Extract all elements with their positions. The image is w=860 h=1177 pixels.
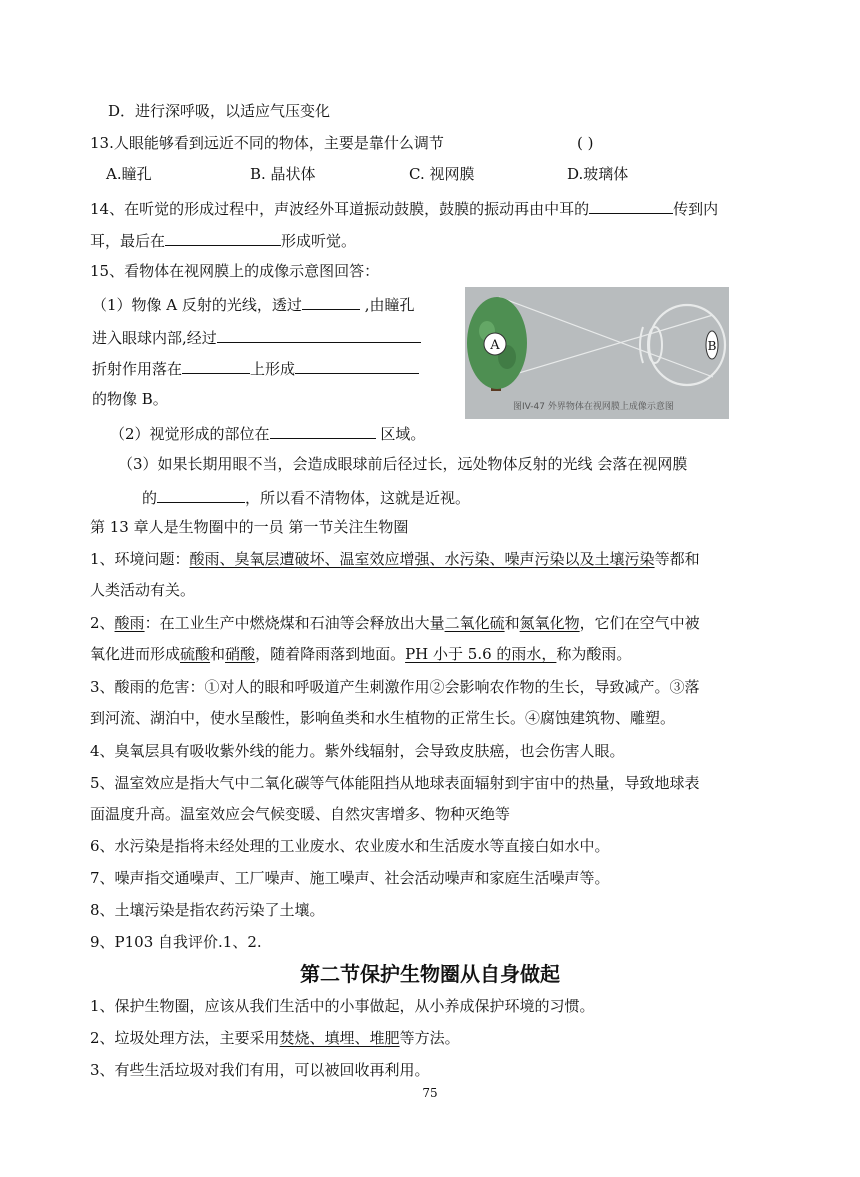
eye-image-diagram	[465, 287, 729, 419]
q15-part3-line2	[142, 486, 470, 508]
s8: 8、土壤污染是指农药污染了土壤。	[90, 901, 325, 919]
section-2-title: 第二节保护生物圈从自身做起	[300, 962, 560, 986]
q14-text-2b: 形成听觉。	[281, 232, 357, 250]
q14-text-2a: 耳，最后在	[90, 232, 166, 250]
q15-text: 进入眼球内部,经过	[92, 329, 217, 347]
s5-line1: 5、温室效应是指大气中二氧化碳等气体能阻挡从地球表面辐射到宇宙中的热量，导致地球表	[90, 774, 700, 792]
s3-line1: 3、酸雨的危害：①对人的眼和呼吸道产生刺激作用②会影响农作物的生长，导致减产。③落	[90, 678, 700, 696]
s2-line1	[90, 613, 700, 633]
q15-text: （1）物像 A 反射的光线，透过	[92, 296, 302, 314]
t2	[90, 1028, 460, 1048]
q13-answer-paren: ( )	[577, 134, 594, 152]
s3-line2: 到河流、湖泊中，使水呈酸性，影响鱼类和水生植物的正常生长。④腐蚀建筑物、雕塑。	[90, 709, 676, 727]
q15-part1-line1	[92, 293, 414, 315]
q14-line2	[90, 229, 356, 251]
q15-text: ，所以看不清物体，这就是近视。	[245, 489, 471, 507]
s5-line2: 面温度升高。温室效应会气候变暖、自然灾害增多、物种灭绝等	[90, 805, 511, 823]
q15-title: 15、看物体在视网膜上的成像示意图回答：	[90, 262, 380, 280]
q14-blank-1	[589, 197, 673, 214]
s2-text: 称为酸雨。	[556, 645, 632, 663]
s2-text: 和	[210, 645, 226, 663]
s4: 4、臭氧层具有吸收紫外线的能力。紫外线辐射，会导致皮肤癌，也会伤害人眼。	[90, 742, 625, 760]
s1-text: 等都和	[654, 550, 700, 568]
q15-blank-1	[302, 293, 360, 310]
s2-text: 氧化进而形成	[90, 645, 181, 663]
q15-text: （2）视觉形成的部位在	[110, 425, 270, 443]
page-number: 75	[422, 1086, 438, 1100]
q15-text: 上形成	[250, 360, 296, 378]
q14-line1	[90, 197, 718, 219]
q15-part1-line4: 的物像 B。	[92, 390, 168, 408]
q15-part2	[110, 422, 425, 444]
t3: 3、有些生活垃圾对我们有用，可以被回收再利用。	[90, 1061, 430, 1079]
s6: 6、水污染是指将未经处理的工业废水、农业废水和生活废水等直接白如水中。	[90, 837, 610, 855]
s2-text: 和	[504, 614, 520, 632]
t2-text: 2、垃圾处理方法，主要采用	[90, 1029, 280, 1047]
s1-line1	[90, 549, 700, 569]
q13-stem: 13.人眼能够看到远近不同的物体，主要是靠什么调节	[90, 134, 444, 152]
q15-text: 折射作用落在	[92, 360, 183, 378]
q15-blank-5	[270, 422, 376, 439]
q14-blank-2	[165, 229, 281, 246]
t1: 1、保护生物圈，应该从我们生活中的小事做起，从小养成保护环境的习惯。	[90, 997, 595, 1015]
s2-underlined: 硫酸	[180, 645, 211, 663]
q15-part3-line1: （3）如果长期用眼不当，会造成眼球前后径过长，远处物体反射的光线 会落在视网膜	[118, 455, 688, 473]
s2-text: ，随着降雨落到地面。	[255, 645, 406, 663]
s2-line2	[90, 644, 631, 664]
q15-text: 区域。	[375, 425, 426, 443]
s2-text: ：在工业生产中燃烧煤和石油等会释放出大量	[144, 614, 445, 632]
s2-underlined: 酸雨	[114, 614, 145, 632]
q15-blank-2	[217, 326, 421, 343]
s1-underlined: 酸雨、臭氧层遭破坏、温室效应增强、水污染、噪声污染以及土壤污染	[189, 550, 655, 568]
q13-option-c: C. 视网膜	[409, 165, 475, 183]
s2-underlined: PH 小于 5.6 的雨水，	[405, 645, 557, 663]
label-b: B	[707, 339, 717, 353]
q15-blank-3	[182, 357, 250, 374]
chapter-13-heading: 第 13 章人是生物圈中的一员 第一节关注生物圈	[90, 518, 409, 536]
q12-option-d: D．进行深呼吸，以适应气压变化	[108, 102, 331, 120]
s2-text: ，它们在空气中被	[579, 614, 700, 632]
q15-blank-6	[157, 486, 245, 503]
cornea	[640, 327, 643, 363]
q15-part1-line3	[92, 357, 419, 379]
q15-text: ,由瞳孔	[359, 296, 415, 314]
q14-text-end: 传到内	[673, 200, 719, 218]
q15-part1-line2	[92, 326, 421, 348]
s1-line2: 人类活动有关。	[90, 581, 196, 599]
q13-option-a: A.瞳孔	[106, 165, 152, 183]
t2-text: 等方法。	[399, 1029, 460, 1047]
label-a: A	[490, 338, 500, 353]
s2-underlined: 硝酸	[225, 645, 256, 663]
q15-blank-4	[295, 357, 419, 374]
s7: 7、噪声指交通噪声、工厂噪声、施工噪声、社会活动噪声和家庭生活噪声等。	[90, 869, 610, 887]
s2-text: 2、	[90, 614, 115, 632]
t2-underlined: 焚烧、填埋、堆肥	[279, 1029, 400, 1047]
figure-caption: 图IV-47 外界物体在视网膜上成像示意图	[513, 402, 674, 412]
s2-underlined: 氮氧化物	[519, 614, 580, 632]
s2-underlined: 二氧化硫	[444, 614, 505, 632]
s9: 9、P103 自我评价.1、2.	[90, 933, 262, 951]
q13-option-b: B. 晶状体	[250, 165, 316, 183]
q14-text: 14、在听觉的形成过程中，声波经外耳道振动鼓膜，鼓膜的振动再由中耳的	[90, 200, 590, 218]
q15-text: 的	[142, 489, 158, 507]
q13-option-d: D.玻璃体	[567, 165, 629, 183]
s1-text: 1、环境问题：	[90, 550, 190, 568]
